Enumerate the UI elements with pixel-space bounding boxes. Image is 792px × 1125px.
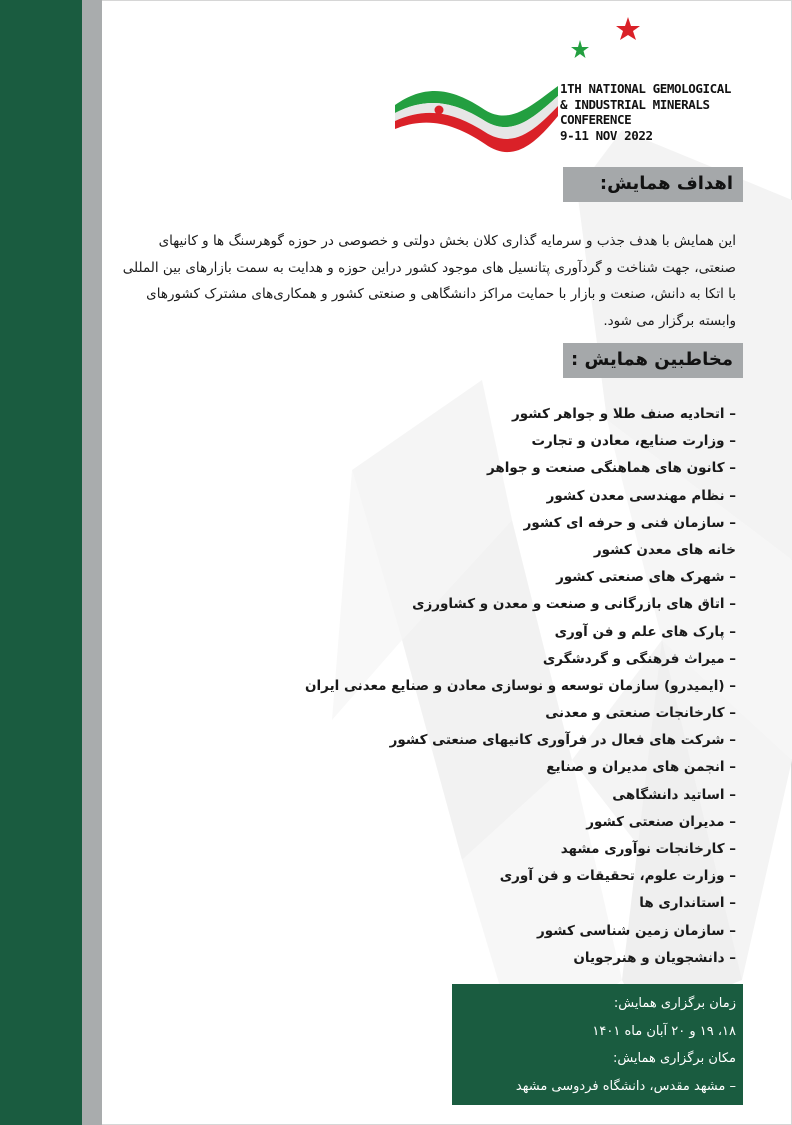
audience-item: – نظام مهندسی معدن کشور <box>546 487 736 504</box>
audience-item: – مدیران صنعتی کشور <box>586 813 736 830</box>
conference-title-line: & INDUSTRIAL MINERALS <box>560 96 710 112</box>
audience-item: – سازمان فنی و حرفه ای کشور <box>523 514 736 531</box>
audience-item: – شهرک های صنعتی کشور <box>556 569 736 586</box>
goals-heading: اهداف همایش: <box>563 167 743 202</box>
left-green-band <box>0 0 82 1125</box>
audience-item: – وزارت صنایع، معادن و تجارت <box>531 433 736 450</box>
event-time-value: ۱۸، ۱۹ و ۲۰ آبان ماه ۱۴۰۱ <box>592 1023 736 1039</box>
audience-item: – اتحادیه صنف طلا و جواهر کشور <box>511 406 736 422</box>
stars-decoration-icon <box>560 14 650 64</box>
flag-ribbon-logo-icon <box>393 72 558 162</box>
audience-item: – شرکت های فعال در فرآوری کانیهای صنعتی کشور <box>389 732 736 749</box>
audience-heading: مخاطبین همایش : <box>563 343 743 378</box>
audience-item: – کانون های هماهنگی صنعت و جواهر <box>486 460 736 477</box>
event-place-label: مکان برگزاری همایش: <box>612 1051 736 1066</box>
audience-item: – (ایمیدرو) سازمان توسعه و نوسازی معادن و صنایع معدنی ایران <box>305 677 736 694</box>
goals-line: با اتکا به دانش، صنعت و بازار با حمایت مراکز دانشگاهی و صنعتی کشور و همکاری‌های مشترک کشورهای <box>146 286 736 302</box>
goals-line: وابسته برگزار می شود. <box>603 312 736 329</box>
goals-line: صنعتی، جهت شناخت و گردآوری پتانسیل های موجود کشور دراین حوزه و هدایت به سمت بازارهای بین المللی <box>122 259 736 276</box>
audience-item: – استانداری ها <box>639 895 736 912</box>
left-gray-band <box>82 0 102 1125</box>
audience-item: – انجمن های مدیران و صنایع <box>546 759 736 776</box>
audience-item: – سازمان زمین شناسی کشور <box>536 922 736 939</box>
audience-item: – دانشجویان و هنرجویان <box>573 949 736 966</box>
event-time-label: زمان برگزاری همایش: <box>613 996 736 1011</box>
conference-title <box>560 81 760 143</box>
audience-item: – اتاق های بازرگانی و صنعت و معدن و کشاورزی <box>412 596 736 613</box>
conference-title-line: CONFERENCE <box>560 112 632 127</box>
audience-item: – میراث فرهنگی و گردشگری <box>542 650 736 667</box>
goals-paragraph <box>120 228 736 334</box>
conference-title-line: 1TH NATIONAL GEMOLOGICAL <box>560 81 732 96</box>
audience-item: خانه های معدن کشور <box>593 541 736 558</box>
audience-item: – پارک های علم و فن آوری <box>554 623 736 640</box>
audience-item: – کارخانجات صنعتی و معدنی <box>545 705 736 722</box>
audience-item: – وزارت علوم، تحقیقات و فن آوری <box>499 868 736 885</box>
audience-list <box>305 401 736 972</box>
audience-item: – اساتید دانشگاهی <box>612 786 736 803</box>
conference-date: 9-11 NOV 2022 <box>560 127 653 143</box>
audience-item: – کارخانجات نوآوری مشهد <box>560 841 736 857</box>
event-place-value: – مشهد مقدس، دانشگاه فردوسی مشهد <box>515 1078 736 1094</box>
event-info-box <box>452 984 743 1105</box>
goals-line: این همایش با هدف جذب و سرمایه گذاری کلان بخش دولتی و خصوصی در حوزه گوهرسنگ ها و کانیهای <box>158 233 736 249</box>
